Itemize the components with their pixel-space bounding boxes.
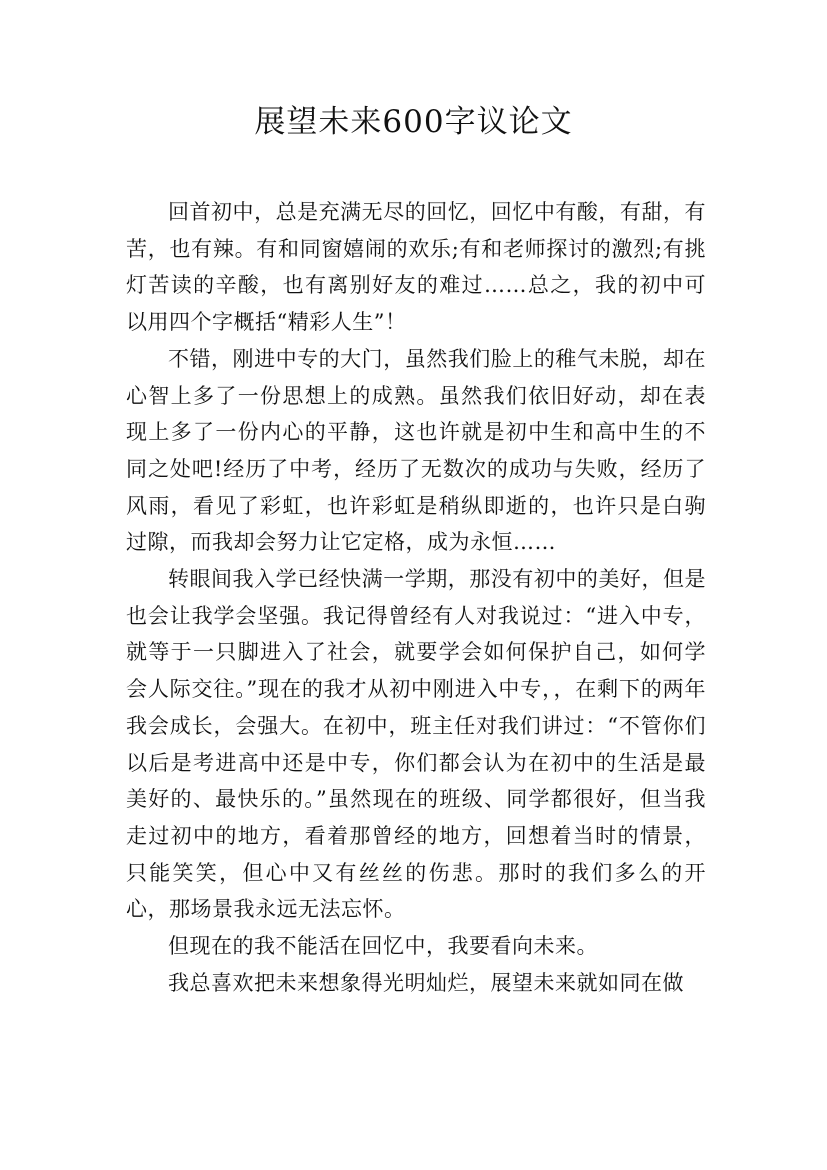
document-body bbox=[126, 194, 706, 1001]
document-title: 展望未来600字议论文 bbox=[254, 104, 573, 140]
paragraph: 我总喜欢把未来想象得光明灿烂，展望未来就如同在做 bbox=[168, 970, 684, 995]
paragraph: 但现在的我不能活在回忆中，我要看向未来。 bbox=[168, 934, 598, 959]
paragraph: 回首初中，总是充满无尽的回忆，回忆中有酸，有甜，有苦，也有辣。有和同窗嬉闹的欢乐;有和老师探讨的激烈;有挑灯苦读的辛酸，也有离别好友的难过……总之，我的初中可以用四个字概括“精彩人生”！ bbox=[126, 200, 706, 335]
paragraph: 转眼间我入学已经快满一学期，那没有初中的美好，但是也会让我学会坚强。我记得曾经有人对我说过：“进入中专，就等于一只脚进入了社会，就要学会如何保护自己，如何学会人际交往。”现在的我才从初中刚进入中专，，在剩下的两年我会成长，会强大。在初中，班主任对我们讲过：“不管你们以后是考进高中还是中专，你们都会认为在初中的生活是最美好的、最快乐的。”虽然现在的班级、同学都很好，但当我走过初中的地方，看着那曾经的地方，回想着当时的情景，只能笑笑，但心中又有丝丝的伤悲。那时的我们多么的开心，那场景我永远无法忘怀。 bbox=[126, 567, 706, 922]
paragraph: 不错，刚进中专的大门，虽然我们脸上的稚气未脱，却在心智上多了一份思想上的成熟。虽然我们依旧好动，却在表现上多了一份内心的平静，这也许就是初中生和高中生的不同之处吧!经历了中考，经历了无数次的成功与失败，经历了风雨，看见了彩虹，也许彩虹是稍纵即逝的，也许只是白驹过隙，而我却会努力让它定格，成为永恒…… bbox=[126, 346, 706, 555]
